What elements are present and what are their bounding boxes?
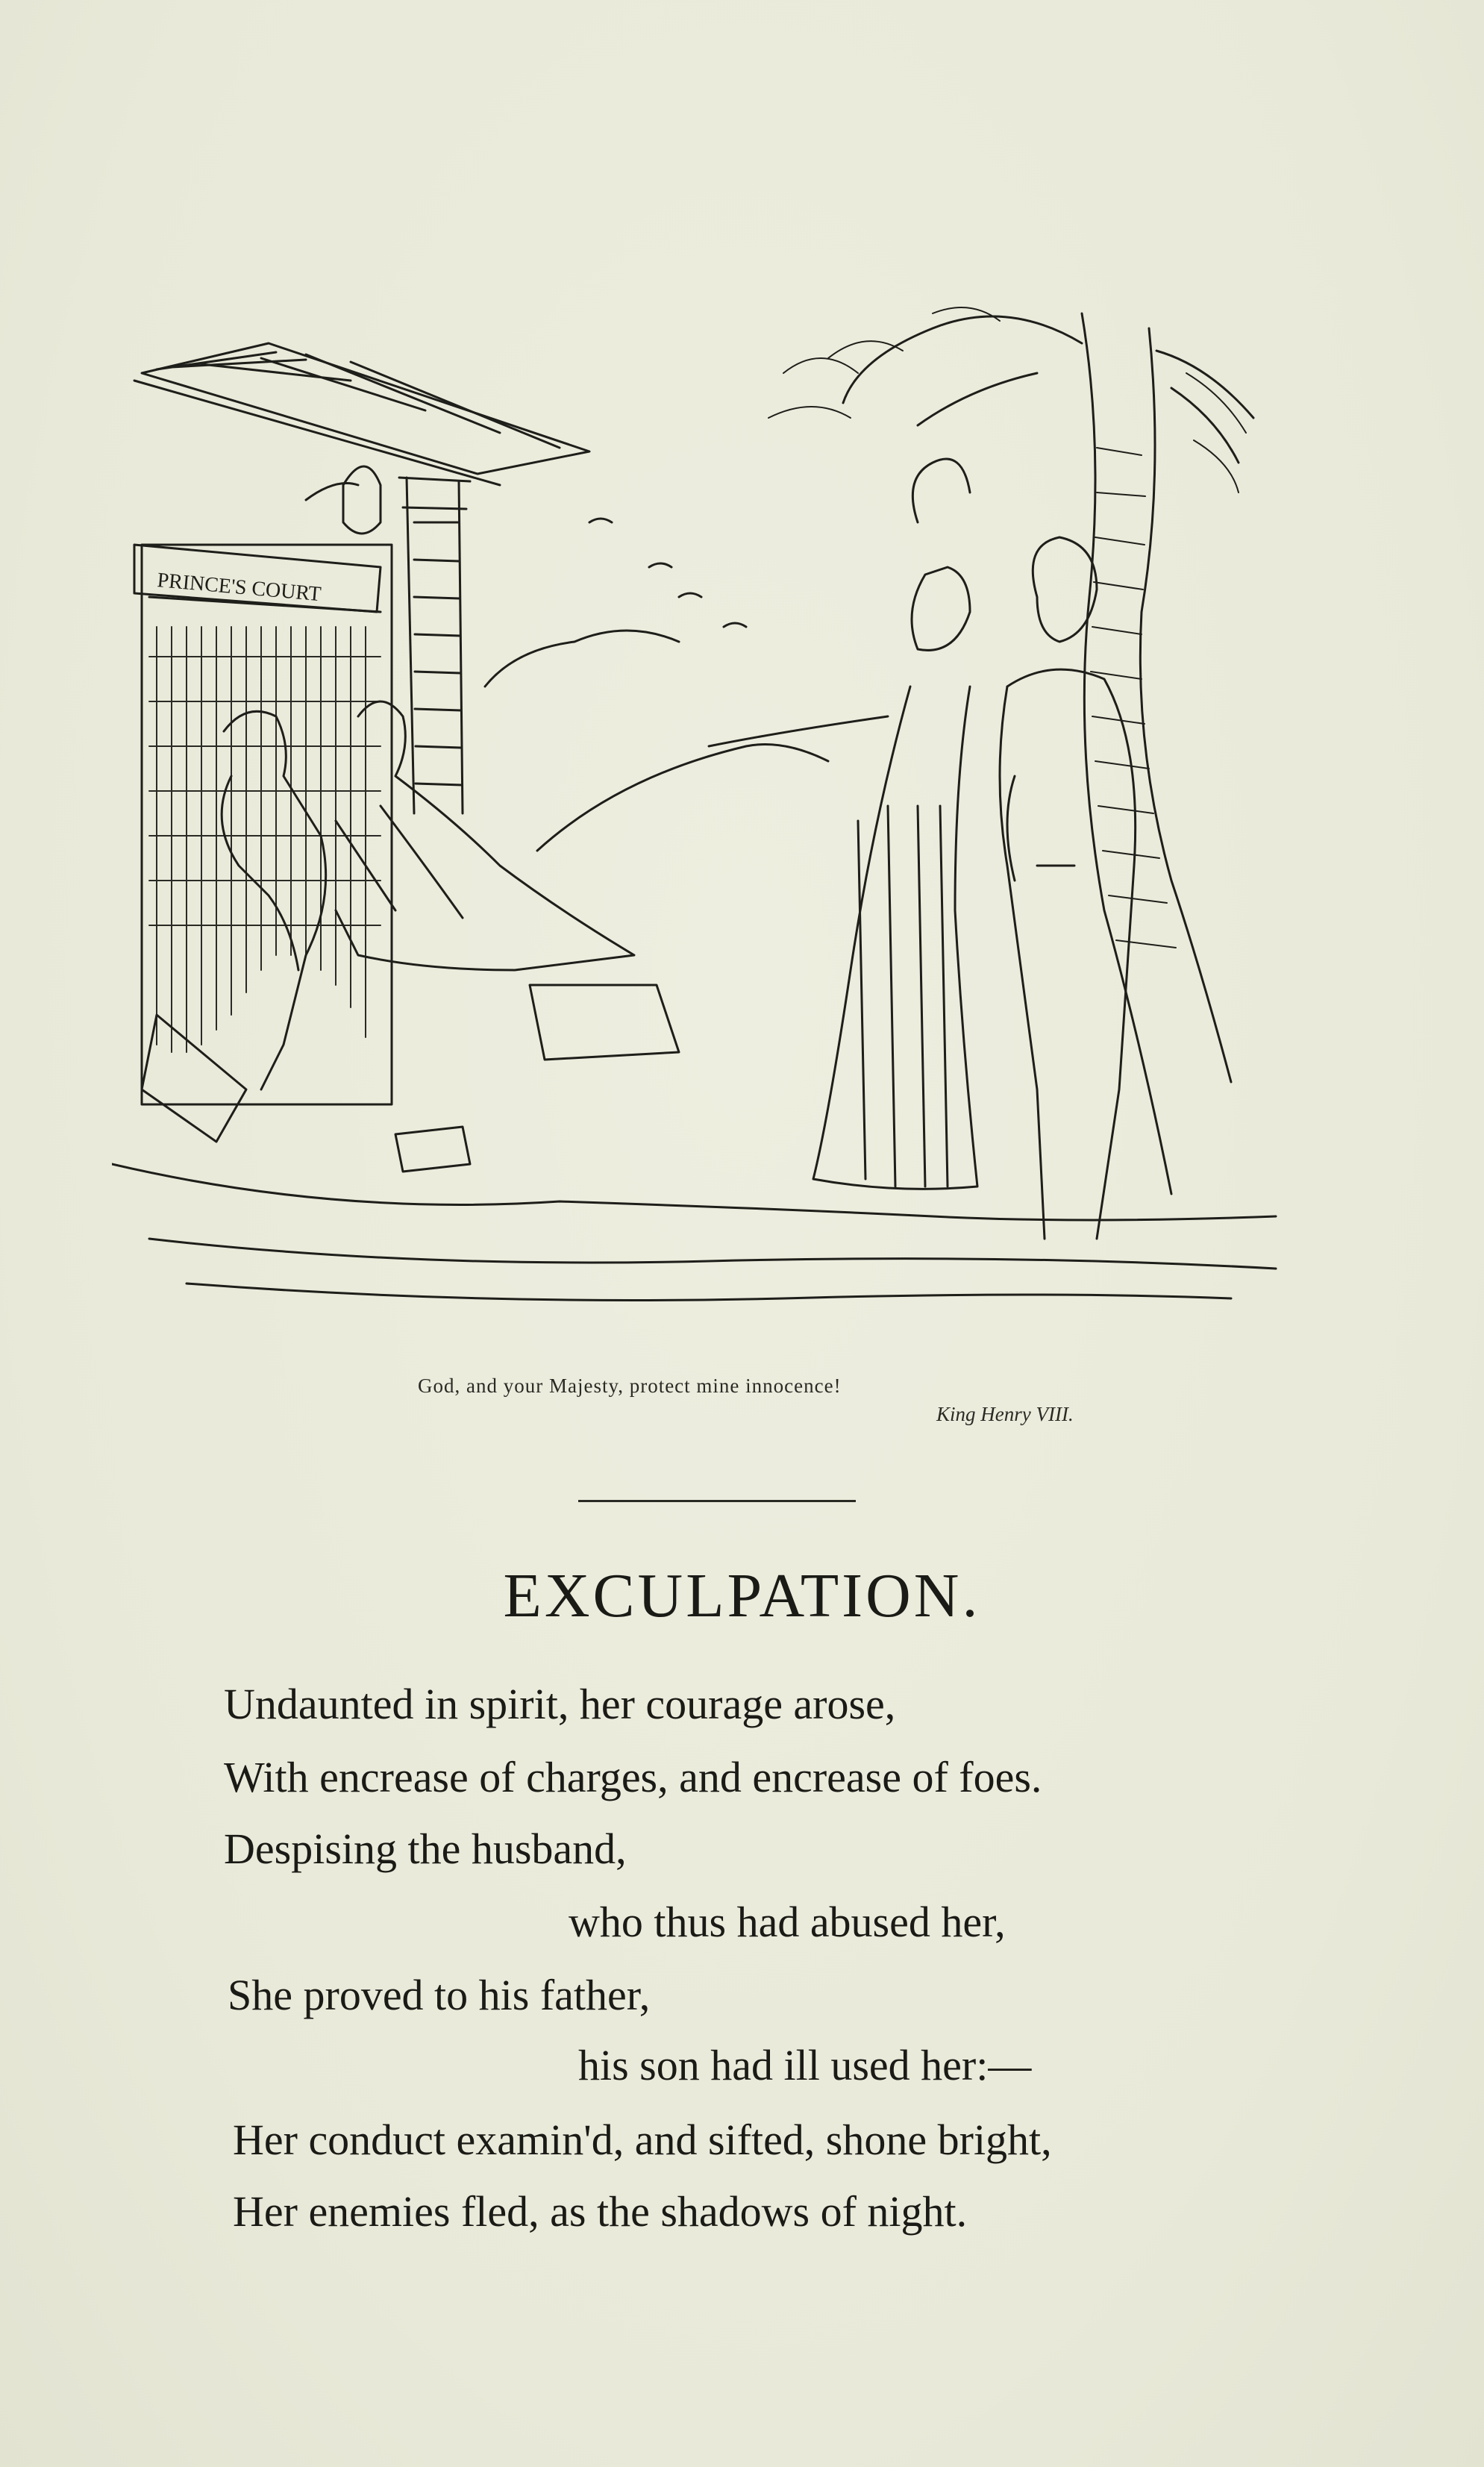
engraving-illustration — [112, 298, 1291, 1321]
poem-line: She proved to his father, — [228, 1971, 651, 2019]
poem-line: Despising the husband, — [224, 1825, 627, 1873]
poem-line: With encrease of charges, and encrease of foes. — [224, 1753, 1042, 1801]
poem-line: Undaunted in spirit, her courage arose, — [224, 1680, 896, 1728]
poem-line: his son had ill used her:— — [578, 2041, 1032, 2089]
engraving-drawing — [112, 298, 1291, 1321]
caption-quote: God, and your Majesty, protect mine innocence! — [418, 1375, 842, 1397]
poem-line: Her conduct examin'd, and sifted, shone bright, — [233, 2116, 1052, 2164]
poem-title: EXCULPATION. — [503, 1561, 981, 1630]
divider-rule — [578, 1500, 856, 1502]
poem-line: who thus had abused her, — [569, 1898, 1006, 1946]
sign-text: PRINCE'S COURT — [156, 569, 322, 607]
poem-line: Her enemies fled, as the shadows of night. — [233, 2187, 968, 2236]
caption-source: King Henry VIII. — [936, 1403, 1074, 1425]
